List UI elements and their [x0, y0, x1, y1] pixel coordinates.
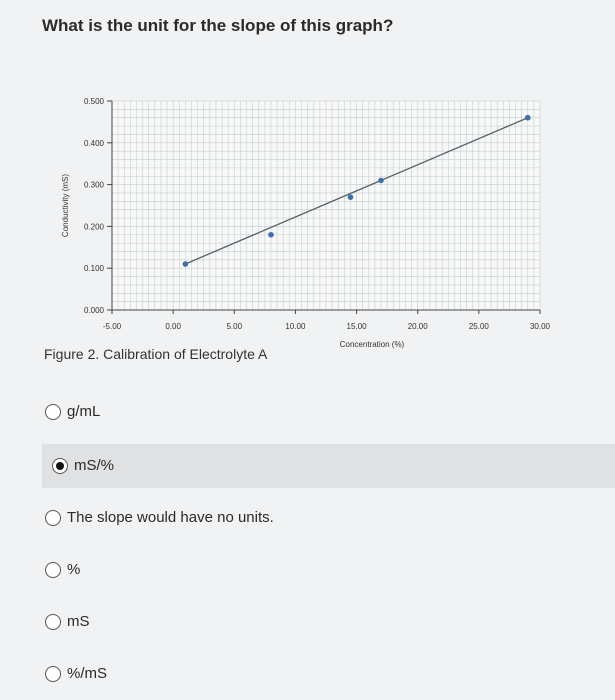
data-point	[183, 261, 189, 267]
x-tick-label: 30.00	[529, 322, 551, 331]
radio-unselected[interactable]	[45, 666, 61, 682]
radio-unselected[interactable]	[45, 614, 61, 630]
answer-option[interactable]	[0, 548, 615, 592]
x-tick-label: 20.00	[407, 322, 428, 331]
answer-option-label: %/mS	[67, 665, 108, 682]
x-tick-label: 25.00	[468, 322, 489, 331]
answer-option-label: mS/%	[74, 457, 115, 474]
figure-caption: Figure 2. Calibration of Electrolyte A	[44, 346, 268, 362]
y-tick-label: 0.300	[83, 180, 104, 190]
answer-option-label: The slope would have no units.	[67, 509, 274, 526]
answer-option[interactable]	[42, 444, 615, 488]
radio-unselected[interactable]	[45, 562, 61, 578]
answer-option[interactable]	[0, 600, 615, 644]
x-tick-label: 5.00	[226, 322, 243, 331]
radio-dot	[56, 462, 64, 470]
y-tick-label: 0.400	[83, 138, 104, 148]
answer-option-label: %	[67, 561, 81, 578]
x-tick-label: -5.00	[102, 322, 122, 331]
data-point	[268, 232, 274, 238]
y-tick-label: 0.100	[83, 264, 104, 274]
answer-option[interactable]	[0, 390, 615, 434]
answer-option[interactable]	[0, 652, 615, 696]
data-point	[378, 178, 384, 184]
y-axis-label: Conductivity (mS)	[61, 173, 70, 238]
calibration-chart	[0, 0, 615, 349]
data-point	[348, 194, 354, 200]
question-text: What is the unit for the slope of this graph?	[42, 16, 394, 35]
y-tick-label: 0.200	[83, 222, 104, 232]
answer-option-label: mS	[67, 613, 90, 630]
x-axis-label: Concentration (%)	[339, 340, 405, 349]
x-tick-label: 10.00	[285, 322, 306, 331]
answer-option[interactable]	[0, 496, 615, 540]
y-tick-label: 0.500	[83, 97, 104, 106]
radio-unselected[interactable]	[45, 510, 61, 526]
answer-option-label: g/mL	[67, 403, 101, 420]
radio-unselected[interactable]	[45, 404, 61, 420]
x-tick-label: 0.00	[165, 322, 181, 331]
data-point	[525, 115, 531, 121]
y-tick-label: 0.000	[83, 306, 104, 315]
radio-selected[interactable]	[52, 458, 68, 474]
x-tick-label: 15.00	[346, 322, 367, 331]
